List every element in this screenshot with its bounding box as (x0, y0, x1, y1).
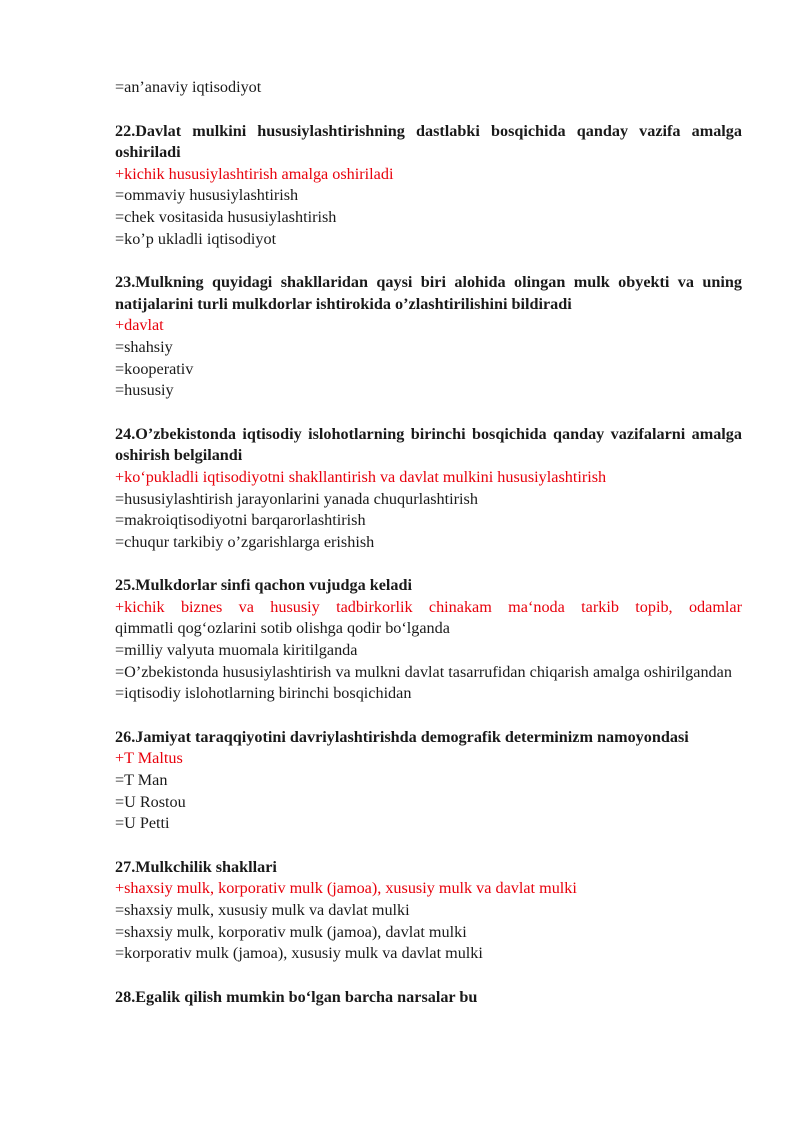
answer-option: =shahsiy (115, 337, 173, 356)
question-25 (115, 575, 742, 705)
correct-answer: +kichik hususiylashtirish amalga oshiriladi (115, 164, 394, 183)
answer-option: =chuqur tarkibiy o’zgarishlarga erishish (115, 532, 375, 551)
question-title: 22.Davlat mulkini hususiylashtirishning dastlabki bosqichida qanday vazifa amalga oshiriladi (115, 121, 742, 162)
question-title: 23.Mulkning quyidagi shakllaridan qaysi biri alohida olingan mulk obyekti va uning natijalarini turli mulkdorlar ishtirokida o’zlashtirilishini bildiradi (115, 273, 742, 313)
question-27 (115, 857, 742, 965)
question-title: 24.O’zbekistonda iqtisodiy islohotlarning birinchi bosqichida qanday vazifalarni amalga oshirish belgilandi (115, 424, 742, 465)
correct-answer: +T Maltus (115, 749, 183, 768)
correct-answer: +kichik biznes va hususiy tadbirkorlik chinakam ma‘noda tarkib topib, odamlar (115, 597, 742, 616)
question-title: 28.Egalik qilish mumkin bo‘lgan barcha narsalar bu (115, 987, 478, 1006)
answer-option: =ko’p ukladli iqtisodiyot (115, 229, 277, 248)
question-title: 26.Jamiyat taraqqiyotini davriylashtirishda demografik determinizm namoyondasi (115, 727, 689, 746)
answer-option: =makroiqtisodiyotni barqarorlashtirish (115, 511, 366, 530)
answer-option: =milliy valyuta muomala kiritilganda (115, 641, 358, 660)
answer-option: =chek vositasida hususiylashtirish (115, 207, 337, 226)
answer-option: =U Petti (115, 814, 170, 833)
answer-option: =korporativ mulk (jamoa), xususiy mulk va davlat mulki (115, 944, 483, 963)
question-28 (115, 987, 742, 1009)
question-24 (115, 424, 742, 554)
answer-option: =ommaviy hususiylashtirish (115, 186, 299, 205)
answer-option: =iqtisodiy islohotlarning birinchi bosqichidan (115, 684, 412, 703)
answer-option: =an’anaviy iqtisodiyot (115, 78, 262, 96)
correct-answer-continuation: qimmatli qog‘ozlarini sotib olishga qodir bo‘lganda (115, 619, 450, 638)
correct-answer: +ko‘pukladli iqtisodiyotni shakllantirish va davlat mulkini hususiylashtirish (115, 467, 607, 486)
answer-option: =T Man (115, 771, 168, 790)
answer-option: =kooperativ (115, 359, 194, 378)
question-26 (115, 727, 742, 835)
answer-option: =hususiylashtirish jarayonlarini yanada chuqurlashtirish (115, 489, 478, 508)
answer-option: =shaxsiy mulk, xususiy mulk va davlat mulki (115, 901, 410, 919)
answer-option: =U Rostou (115, 792, 186, 811)
answer-option: =shaxsiy mulk, korporativ mulk (jamoa), davlat mulki (115, 922, 467, 941)
question-23 (115, 272, 742, 402)
correct-answer: +shaxsiy mulk, korporativ mulk (jamoa), xususiy mulk va davlat mulki (115, 879, 577, 898)
answer-option: =O’zbekistonda hususiylashtirish va mulkni davlat tasarrufidan chiqarish amalga oshirilgandan (115, 662, 732, 681)
question-list (115, 77, 742, 1008)
question-22 (115, 121, 742, 251)
question-title: 27.Mulkchilik shakllari (115, 857, 277, 876)
answer-option: =hususiy (115, 381, 174, 400)
correct-answer: +davlat (115, 316, 164, 335)
question-title: 25.Mulkdorlar sinfi qachon vujudga keladi (115, 576, 412, 595)
